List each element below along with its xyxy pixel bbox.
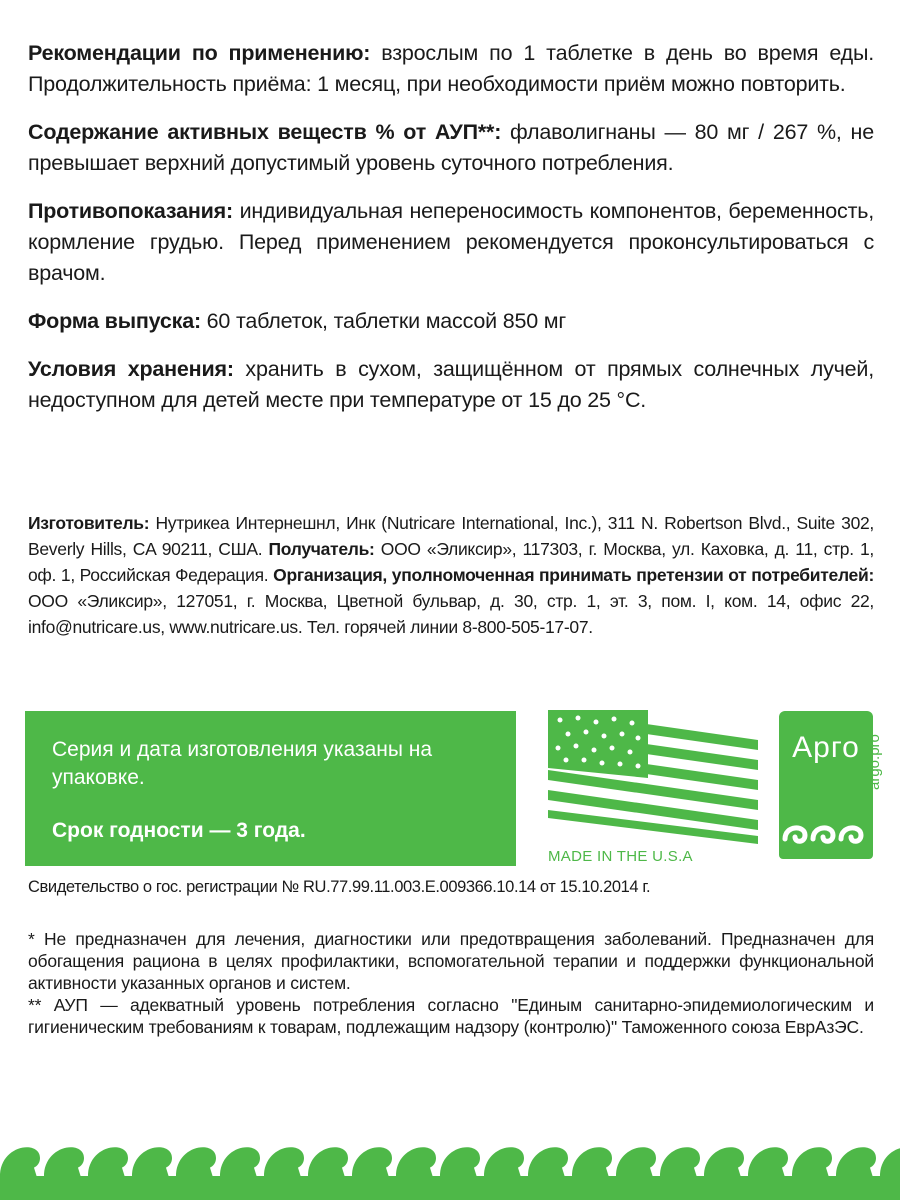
argo-url: argo.pro: [866, 734, 883, 790]
contraindications-paragraph: Противопоказания: индивидуальная непереносимость компонентов, беременность, кормление грудью. Перед применением рекомендуется проконсультироваться с врачом.: [28, 199, 874, 285]
argo-logo: [779, 711, 873, 859]
manufacturer-info: Изготовитель: Нутрикеа Интернешнл, Инк (Nutricare International, Inc.), 311 N. Robertson Blvd., Suite 302, Beverly Hills, CA 90211, США. Получатель: ООО «Эликсир», 117303, г. Москва, ул. Каховка, д. 11, стр. 1, оф. 1, Российская Федерация. Организация, уполномоченная принимать претензии от потребителей: ООО «Эликсир», 127051, г. Москва, Цветной бульвар, д. 30, стр. 1, эт. 3, пом. I, ком. 14, офис 22, info@nutricare.us, www.nutricare.us. Тел. горячей линии 8-800-505-17-07.: [28, 513, 874, 637]
footnote-1: * Не предназначен для лечения, диагностики или предотвращения заболеваний. Предназначен для обогащения рациона в целях профилактики, вспомогательной терапии и поддержки функциональной активности указанных органов и систем.: [28, 929, 874, 993]
footnotes: [28, 928, 874, 1038]
us-flag-icon: [548, 710, 758, 844]
storage-paragraph: Условия хранения: хранить в сухом, защищённом от прямых солнечных лучей, недоступном для детей месте при температуре от 15 до 25 °С.: [28, 357, 874, 412]
footnote-2: ** АУП — адекватный уровень потребления согласно "Единым санитарно-эпидемиологическим и гигиеническим требованиям к товарам, подлежащим надзору (контролю)" Таможенного союза ЕврАзЭС.: [28, 995, 874, 1037]
active-substances-paragraph: Содержание активных веществ % от АУП**: флаволигнаны — 80 мг / 267 %, не превышает верхний допустимый уровень суточного потребления.: [28, 120, 874, 175]
release-form-paragraph: Форма выпуска: 60 таблеток, таблетки массой 850 мг: [28, 309, 567, 333]
usage-paragraph: Рекомендации по применению: взрослым по 1 таблетке в день во время еды. Продолжительность приёма: 1 месяц, при необходимости приём можно повторить.: [28, 41, 874, 96]
batch-info-box: [25, 711, 516, 866]
batch-date-note: Серия и дата изготовления указаны на упаковке.: [52, 738, 433, 789]
argo-wave-icon: [779, 795, 873, 859]
made-in-usa-label: MADE IN THE U.S.A: [548, 848, 693, 865]
wave-pattern-icon: [0, 1118, 900, 1200]
shelf-life: Срок годности — 3 года.: [52, 819, 306, 842]
instructions: [28, 38, 874, 433]
argo-logo-text: Арго: [792, 731, 860, 764]
registration-certificate: Свидетельство о гос. регистрации № RU.77.99.11.003.Е.009366.10.14 от 15.10.2014 г.: [28, 878, 651, 896]
